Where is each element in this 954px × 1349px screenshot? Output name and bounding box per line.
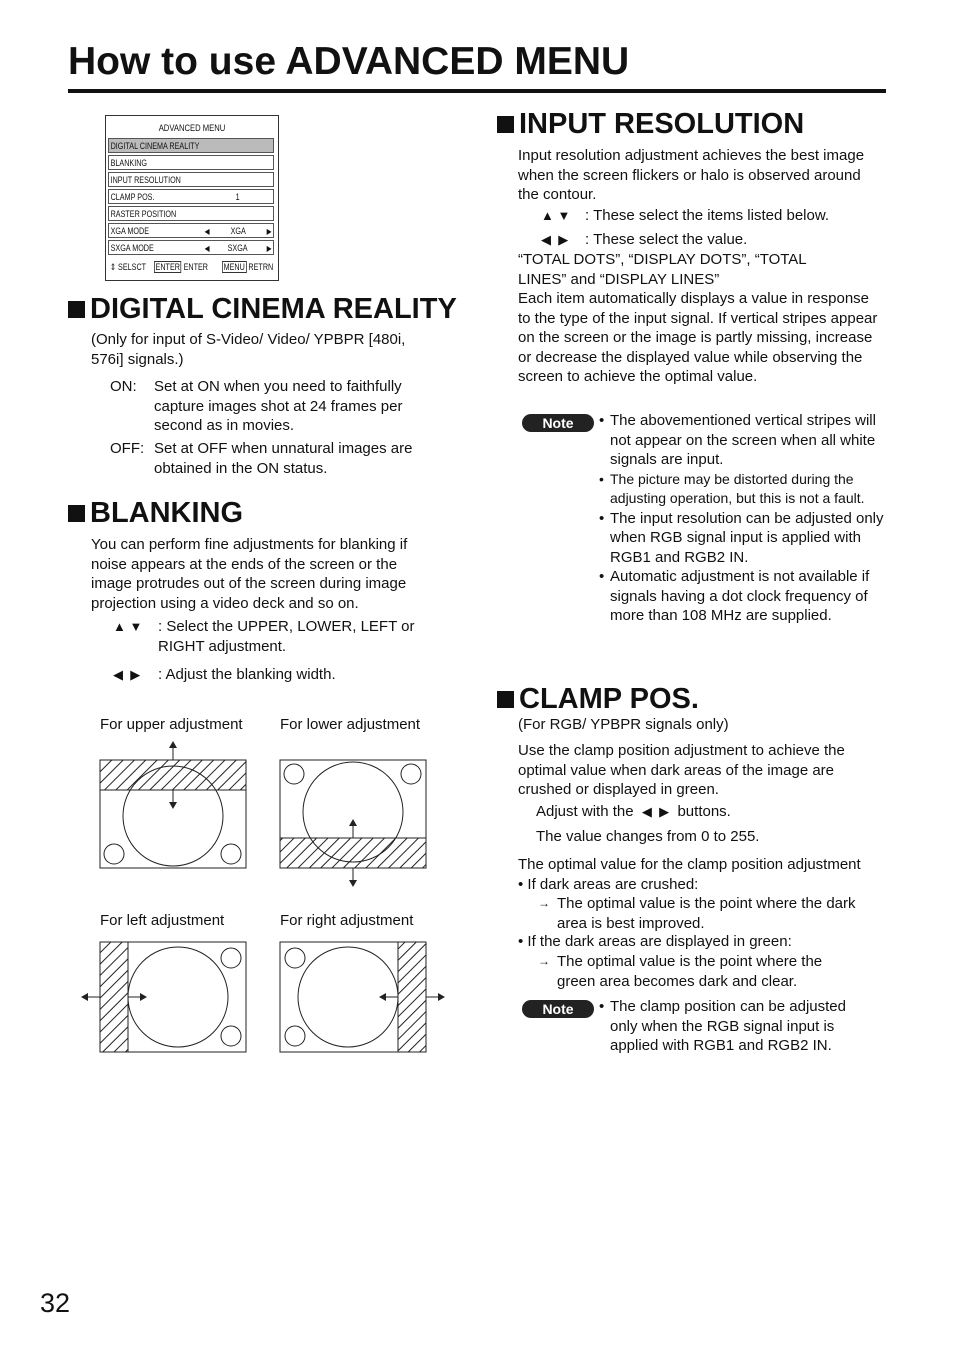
clamp-sub: (For RGB/ YPBPR signals only): [518, 716, 729, 733]
blanking-updown: : Select the UPPER, LOWER, LEFT or RIGHT adjustment.: [158, 618, 415, 655]
diagram-upper: [100, 741, 246, 868]
note-text: The clamp position can be adjusted only when the RGB signal input is applied with RGB1 and RGB2 IN.: [610, 998, 846, 1054]
updown-icon: ⇕: [110, 262, 117, 272]
right-arrow-icon: ▶: [266, 244, 272, 253]
clamp-optimal: The optimal value for the clamp position adjustment: [518, 856, 861, 873]
clamp-text: Use the clamp position adjustment to achieve the optimal value when dark areas of the image are crushed or displayed in green.: [518, 742, 845, 798]
osd-row-label: XGA MODE: [110, 226, 150, 236]
input-res-text2: Each item automatically displays a value in response to the type of the input signal. If vertical stripes appear on the screen or the image is partly missing, increase or decrease the displayed value while observing the screen to achieve the optimal value.: [518, 290, 878, 385]
note-text: The picture may be distorted during the adjusting operation, but this is not a fault.: [610, 470, 865, 506]
diagram-left: [81, 942, 246, 1052]
osd-row-label: DIGITAL CINEMA REALITY: [110, 141, 200, 151]
note-text: The input resolution can be adjusted only when RGB signal input is applied with RGB1 and RGB2 IN.: [610, 509, 884, 566]
square-bullet-icon: [497, 691, 514, 708]
clamp-case1-answer: The optimal value is the point where the dark area is best improved.: [557, 895, 856, 932]
page-title: How to use ADVANCED MENU: [68, 40, 630, 83]
leftright-arrows-icon: ◀ ▶: [641, 804, 670, 819]
input-res-text: Input resolution adjustment achieves the best image when the screen flickers or halo is observed around the contour.: [518, 147, 865, 203]
page-number: 32: [40, 1288, 71, 1318]
osd-title: ADVANCED MENU: [158, 123, 226, 133]
fig-upper-label: For upper adjustment: [100, 716, 243, 733]
input-res-heading-text: INPUT RESOLUTION: [519, 108, 805, 140]
clamp-adjust-post: buttons.: [677, 803, 731, 820]
osd-row-value: XGA: [230, 226, 246, 236]
osd-select-label: SELSCT: [118, 262, 146, 272]
osd-row-label: INPUT RESOLUTION: [110, 175, 181, 185]
note-label: Note: [522, 1000, 594, 1018]
clamp-range: The value changes from 0 to 255.: [536, 828, 760, 845]
note-badge: [522, 414, 594, 433]
right-arrow-icon: ▶: [266, 227, 272, 236]
osd-row-label: SXGA MODE: [110, 243, 154, 253]
clamp-adjust-pre: Adjust with the: [536, 803, 634, 820]
dcr-on-label: ON:: [110, 378, 137, 395]
input-res-leftright: : These select the value.: [585, 231, 748, 248]
clamp-case2: • If the dark areas are displayed in green:: [518, 933, 792, 950]
clamp-heading-text: CLAMP POS.: [519, 683, 699, 715]
enter-key-icon: ENTER: [155, 262, 180, 272]
right-arrow-icon: →: [538, 896, 550, 910]
clamp-heading: [497, 683, 699, 716]
clamp-case2-answer: The optimal value is the point where the green area becomes dark and clear.: [557, 953, 823, 990]
list-item: • The input resolution can be adjusted only when RGB signal input is applied with RGB1 and RGB2 IN.: [599, 509, 884, 566]
clamp-case1: • If dark areas are crushed:: [518, 876, 699, 893]
osd-row-value: 1: [235, 192, 240, 202]
right-arrow-icon: →: [538, 954, 550, 968]
note-text: Automatic adjustment is not available if signals having a dot clock frequency of more than 108 MHz are supplied.: [610, 568, 870, 624]
note-badge: [522, 1000, 594, 1019]
clamp-adjust: [536, 802, 731, 822]
diagram-lower: [280, 760, 426, 887]
blanking-text: You can perform fine adjustments for blanking if noise appears at the ends of the screen or the image protrudes out of the screen during image projection using a video deck and so on.: [91, 536, 408, 612]
osd-row-value: SXGA: [227, 243, 248, 253]
input-res-notes: [599, 411, 884, 626]
list-item: • The picture may be distorted during the adjusting operation, but this is not a fault.: [599, 470, 884, 509]
menu-key-icon: MENU: [223, 262, 245, 272]
left-arrow-icon: ◀: [204, 227, 210, 236]
note-label: Note: [522, 414, 594, 432]
osd-enter-label: ENTER: [183, 262, 208, 272]
dcr-intro: (Only for input of S-Video/ Video/ YPBPR [480i, 576i] signals.): [91, 331, 406, 368]
leftright-arrows-icon: ◀ ▶: [541, 232, 569, 247]
osd-return-label: RETRN: [248, 262, 274, 272]
list-item: • Automatic adjustment is not available if signals having a dot clock frequency of more than 108 MHz are supplied.: [599, 567, 884, 626]
blanking-heading-text: BLANKING: [90, 497, 244, 529]
dcr-on-text: Set at ON when you need to faithfully capture images shot at 24 frames per second as in movies.: [154, 378, 403, 434]
dcr-off-text: Set at OFF when unnatural images are obtained in the ON status.: [154, 440, 413, 477]
updown-arrows-icon: ▲ ▼: [113, 619, 143, 634]
input-res-heading: [497, 108, 804, 141]
clamp-note: • The clamp position can be adjusted only when the RGB signal input is applied with RGB1 and RGB2 IN.: [599, 997, 874, 1056]
osd-row-label: BLANKING: [110, 158, 148, 168]
fig-lower-label: For lower adjustment: [280, 716, 421, 733]
left-arrow-icon: ◀: [204, 244, 210, 253]
input-res-updown: : These select the items listed below.: [585, 207, 830, 224]
note-text: The abovementioned vertical stripes will not appear on the screen when all white signals are input.: [610, 412, 876, 468]
square-bullet-icon: [497, 116, 514, 133]
updown-arrows-icon: ▲ ▼: [541, 208, 571, 223]
leftright-arrows-icon: ◀ ▶: [113, 667, 141, 682]
dcr-off-label: OFF:: [110, 440, 145, 457]
dcr-heading-text: DIGITAL CINEMA REALITY: [90, 293, 457, 325]
list-item: • The abovementioned vertical stripes will not appear on the screen when all white signals are input.: [599, 411, 884, 470]
fig-right-label: For right adjustment: [280, 912, 414, 929]
osd-row-label: RASTER POSITION: [110, 209, 177, 219]
blanking-leftright: : Adjust the blanking width.: [158, 666, 336, 683]
osd-row-label: CLAMP POS.: [110, 192, 155, 202]
fig-left-label: For left adjustment: [100, 912, 225, 929]
diagram-right: [280, 942, 445, 1052]
input-res-items: “TOTAL DOTS”, “DISPLAY DOTS”, “TOTAL LINES” and “DISPLAY LINES”: [518, 251, 807, 288]
